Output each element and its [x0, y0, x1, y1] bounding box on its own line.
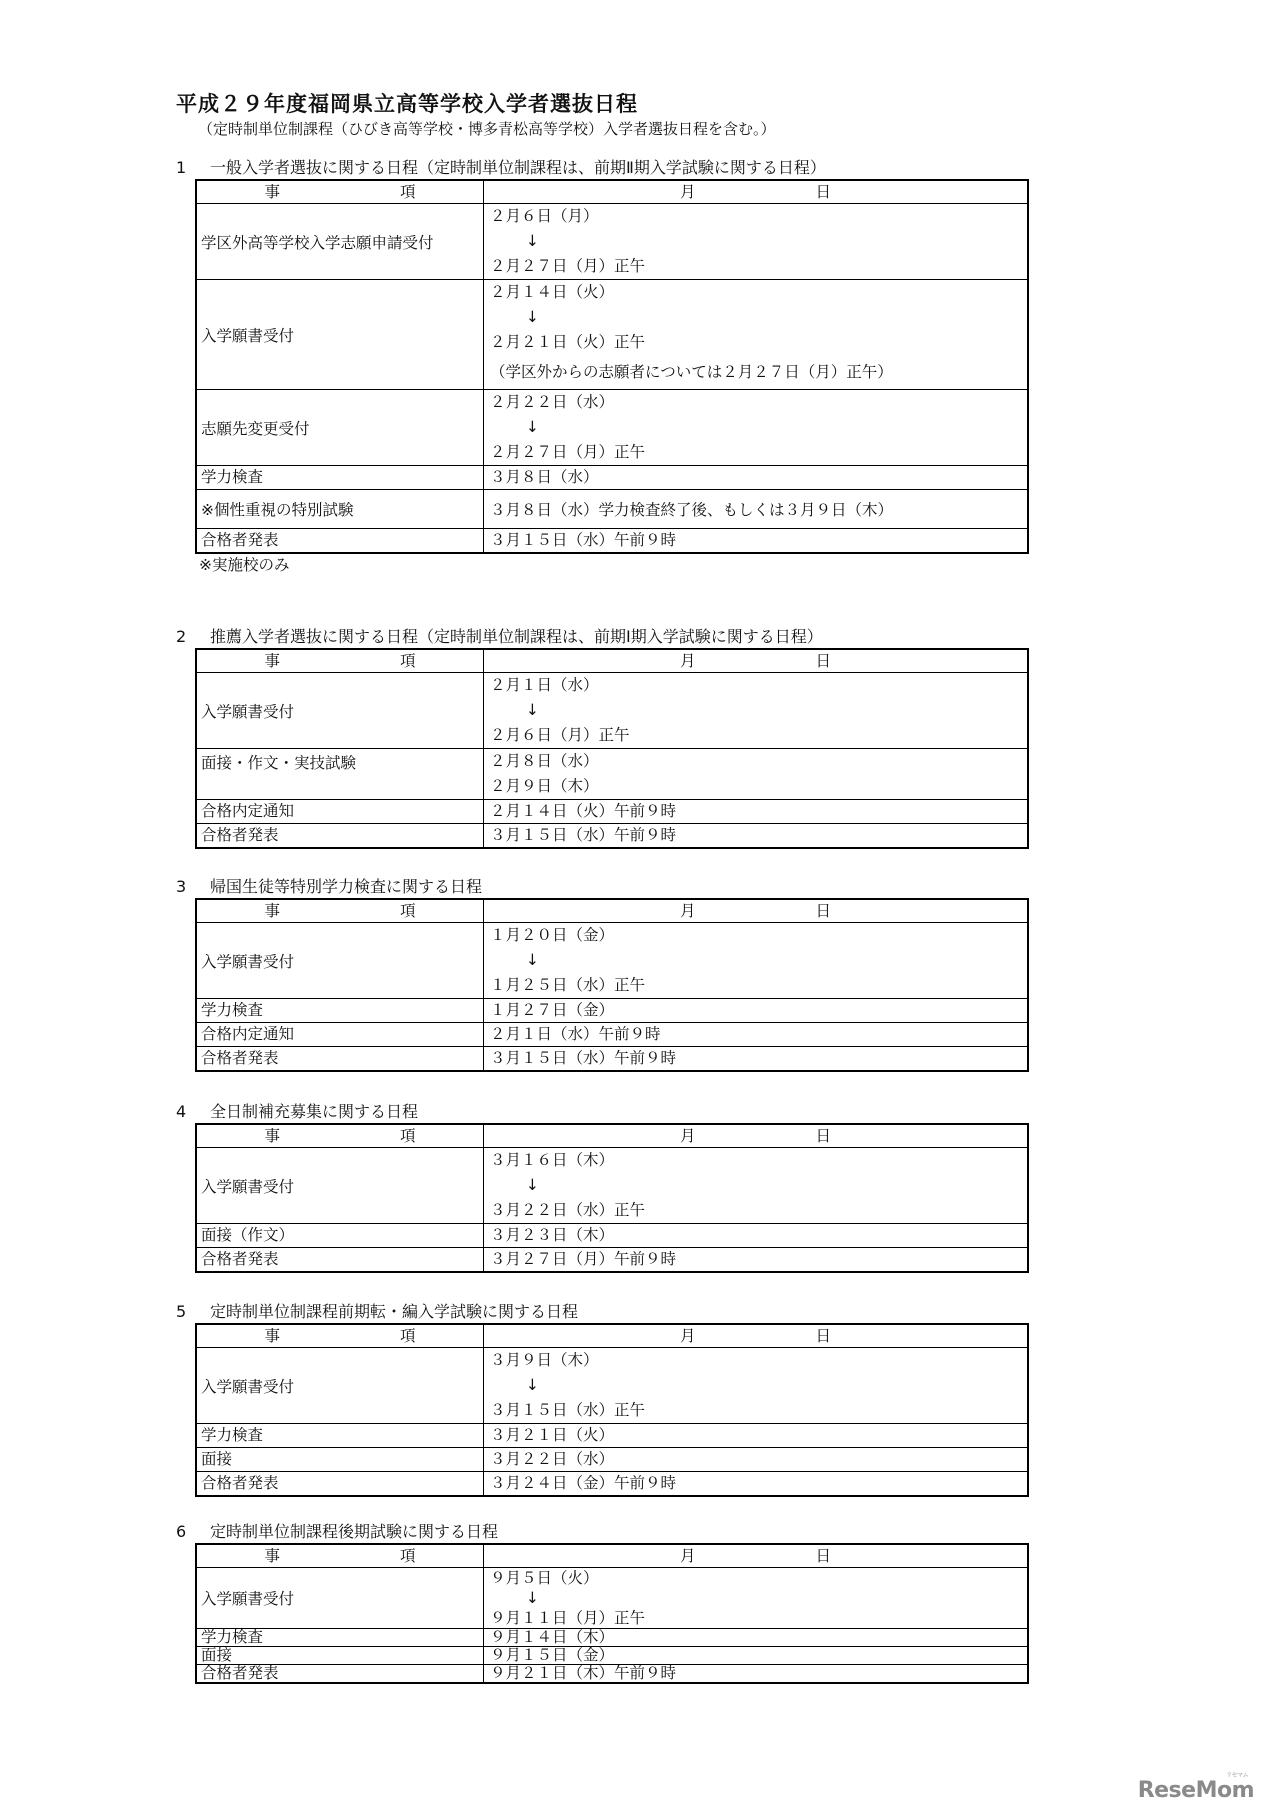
item-cell: 学区外高等学校入学志願申請受付 [196, 204, 484, 280]
item-cell: 面接 [196, 1647, 484, 1665]
date-cell: ３月１６日（木） ↓ ３月２２日（水）正午 [484, 1148, 1029, 1224]
page-subtitle: （定時制単位制課程（ひびき高等学校・博多青松高等学校）入学者選抜日程を含む。） [198, 120, 776, 138]
date-cell: ２月１４日（火） ↓ ２月２１日（火）正午 （学区外からの志願者については２月２７日（月）正午） [484, 280, 1029, 390]
header-date: 月 日 [484, 899, 1029, 923]
section-title: 推薦入学者選抜に関する日程（定時制単位制課程は、前期Ⅰ期入学試験に関する日程） [210, 627, 823, 646]
section-number: 4 [176, 1102, 187, 1121]
item-cell: 合格者発表 [196, 1047, 484, 1072]
header-date: 月 日 [484, 649, 1029, 673]
date-cell: ３月８日（水） [484, 466, 1029, 490]
item-cell: 入学願書受付 [196, 673, 484, 749]
table-row [196, 390, 1028, 466]
table-header-row [196, 1124, 1028, 1148]
section-1 [176, 157, 1036, 576]
item-cell: 入学願書受付 [196, 280, 484, 390]
down-arrow-icon: ↓ [526, 951, 539, 969]
date-cell: ３月１５日（水）午前９時 [484, 529, 1029, 554]
item-cell: 志願先変更受付 [196, 390, 484, 466]
down-arrow-icon: ↓ [526, 308, 539, 326]
table-row [196, 204, 1028, 280]
item-cell: 合格者発表 [196, 529, 484, 554]
table-row [196, 800, 1028, 824]
date-cell: ３月２２日（水） [484, 1448, 1029, 1472]
section-title: 一般入学者選抜に関する日程（定時制単位制課程は、前期Ⅱ期入学試験に関する日程） [210, 158, 826, 177]
section-heading [176, 157, 1036, 179]
item-cell: 合格者発表 [196, 1665, 484, 1684]
section-title: 定時制単位制課程後期試験に関する日程 [210, 1522, 499, 1541]
table-row [196, 1665, 1028, 1684]
date-cell: ９月１５日（金） [484, 1647, 1029, 1665]
table-row [196, 999, 1028, 1023]
section-number: 1 [176, 158, 187, 177]
header-item: 事 項 [196, 1544, 484, 1568]
date-cell: ３月２１日（火） [484, 1424, 1029, 1448]
schedule-table [195, 1543, 1029, 1684]
header-date: 月 日 [484, 1124, 1029, 1148]
table-row [196, 280, 1028, 390]
date-cell: ３月９日（木） ↓ ３月１５日（水）正午 [484, 1348, 1029, 1424]
item-cell: 合格者発表 [196, 824, 484, 849]
item-cell: 合格内定通知 [196, 1023, 484, 1047]
section-4 [176, 1101, 1036, 1273]
section-heading [176, 1521, 1036, 1543]
section-number: 3 [176, 877, 187, 896]
item-cell: 合格内定通知 [196, 800, 484, 824]
date-cell: １月２０日（金） ↓ １月２５日（水）正午 [484, 923, 1029, 999]
table-header-row [196, 1544, 1028, 1568]
date-cell: ９月１４日（木） [484, 1629, 1029, 1647]
schedule-table [195, 898, 1029, 1072]
item-cell: 入学願書受付 [196, 1148, 484, 1224]
table-row [196, 1348, 1028, 1424]
date-cell: ３月２３日（木） [484, 1224, 1029, 1248]
date-cell: ２月１４日（火）午前９時 [484, 800, 1029, 824]
page-title: 平成２９年度福岡県立高等学校入学者選抜日程 [176, 92, 638, 116]
item-cell: 入学願書受付 [196, 1568, 484, 1629]
down-arrow-icon: ↓ [526, 1176, 539, 1194]
date-cell: ９月２１日（木）午前９時 [484, 1665, 1029, 1684]
item-cell: ※個性重視の特別試験 [196, 490, 484, 529]
section-title: 帰国生徒等特別学力検査に関する日程 [210, 877, 483, 896]
header-date: 月 日 [484, 180, 1029, 204]
section-2 [176, 626, 1036, 849]
schedule-table [195, 1323, 1029, 1497]
table-row [196, 1248, 1028, 1273]
table-row [196, 529, 1028, 554]
table-row [196, 1647, 1028, 1665]
table-row [196, 673, 1028, 749]
item-cell: 合格者発表 [196, 1472, 484, 1497]
header-item: 事 項 [196, 899, 484, 923]
table-row [196, 1148, 1028, 1224]
section-number: 2 [176, 627, 187, 646]
item-cell: 面接（作文） [196, 1224, 484, 1248]
item-cell: 入学願書受付 [196, 1348, 484, 1424]
schedule-table [195, 1123, 1029, 1273]
table-row [196, 923, 1028, 999]
down-arrow-icon: ↓ [526, 418, 539, 436]
item-cell: 学力検査 [196, 466, 484, 490]
header-date: 月 日 [484, 1324, 1029, 1348]
item-cell: 面接・作文・実技試験 [196, 749, 484, 800]
section-heading [176, 1301, 1036, 1323]
table-row [196, 1472, 1028, 1497]
table-header-row [196, 180, 1028, 204]
date-cell: ３月１５日（水）午前９時 [484, 824, 1029, 849]
item-cell: 面接 [196, 1448, 484, 1472]
header-item: 事 項 [196, 1324, 484, 1348]
header-item: 事 項 [196, 180, 484, 204]
section-3 [176, 876, 1036, 1072]
down-arrow-icon: ↓ [526, 1376, 539, 1394]
table-row [196, 749, 1028, 800]
date-cell: ３月１５日（水）午前９時 [484, 1047, 1029, 1072]
section-heading [176, 876, 1036, 898]
date-cell: ９月５日（火） ↓ ９月１１日（月）正午 [484, 1568, 1029, 1629]
table-row [196, 1224, 1028, 1248]
table-row [196, 466, 1028, 490]
table-row [196, 1629, 1028, 1647]
item-cell: 学力検査 [196, 999, 484, 1023]
item-cell: 学力検査 [196, 1629, 484, 1647]
table-row [196, 1448, 1028, 1472]
schedule-table [195, 179, 1029, 554]
date-cell: ２月６日（月） ↓ ２月２７日（月）正午 [484, 204, 1029, 280]
section-5 [176, 1301, 1036, 1497]
section-heading [176, 626, 1036, 648]
resemom-logo: リセマム ReseMom [1137, 1772, 1254, 1803]
date-cell: ２月１日（水） ↓ ２月６日（月）正午 [484, 673, 1029, 749]
section-6 [176, 1521, 1036, 1684]
header-date: 月 日 [484, 1544, 1029, 1568]
table-row [196, 824, 1028, 849]
item-cell: 入学願書受付 [196, 923, 484, 999]
down-arrow-icon: ↓ [526, 701, 539, 719]
table-row [196, 1047, 1028, 1072]
date-cell: ２月１日（水）午前９時 [484, 1023, 1029, 1047]
table-header-row [196, 649, 1028, 673]
item-cell: 学力検査 [196, 1424, 484, 1448]
down-arrow-icon: ↓ [526, 232, 539, 250]
date-cell: ３月８日（水）学力検査終了後、もしくは３月９日（木） [484, 490, 1029, 529]
section-number: 5 [176, 1302, 187, 1321]
section-title: 全日制補充募集に関する日程 [210, 1102, 419, 1121]
date-cell: ２月２２日（水） ↓ ２月２７日（月）正午 [484, 390, 1029, 466]
date-cell: ３月２７日（月）午前９時 [484, 1248, 1029, 1273]
date-cell: １月２７日（金） [484, 999, 1029, 1023]
schedule-table [195, 648, 1029, 849]
footnote: ※実施校のみ [199, 556, 290, 574]
table-row [196, 1568, 1028, 1629]
date-cell: ３月２４日（金）午前９時 [484, 1472, 1029, 1497]
table-header-row [196, 899, 1028, 923]
section-number: 6 [176, 1522, 187, 1541]
header-item: 事 項 [196, 649, 484, 673]
header-item: 事 項 [196, 1124, 484, 1148]
table-row [196, 1424, 1028, 1448]
table-row [196, 1023, 1028, 1047]
table-row [196, 490, 1028, 529]
down-arrow-icon: ↓ [526, 1589, 539, 1607]
item-cell: 合格者発表 [196, 1248, 484, 1273]
section-heading [176, 1101, 1036, 1123]
date-cell: ２月８日（水） ２月９日（木） [484, 749, 1029, 800]
table-header-row [196, 1324, 1028, 1348]
section-title: 定時制単位制課程前期転・編入学試験に関する日程 [210, 1302, 579, 1321]
